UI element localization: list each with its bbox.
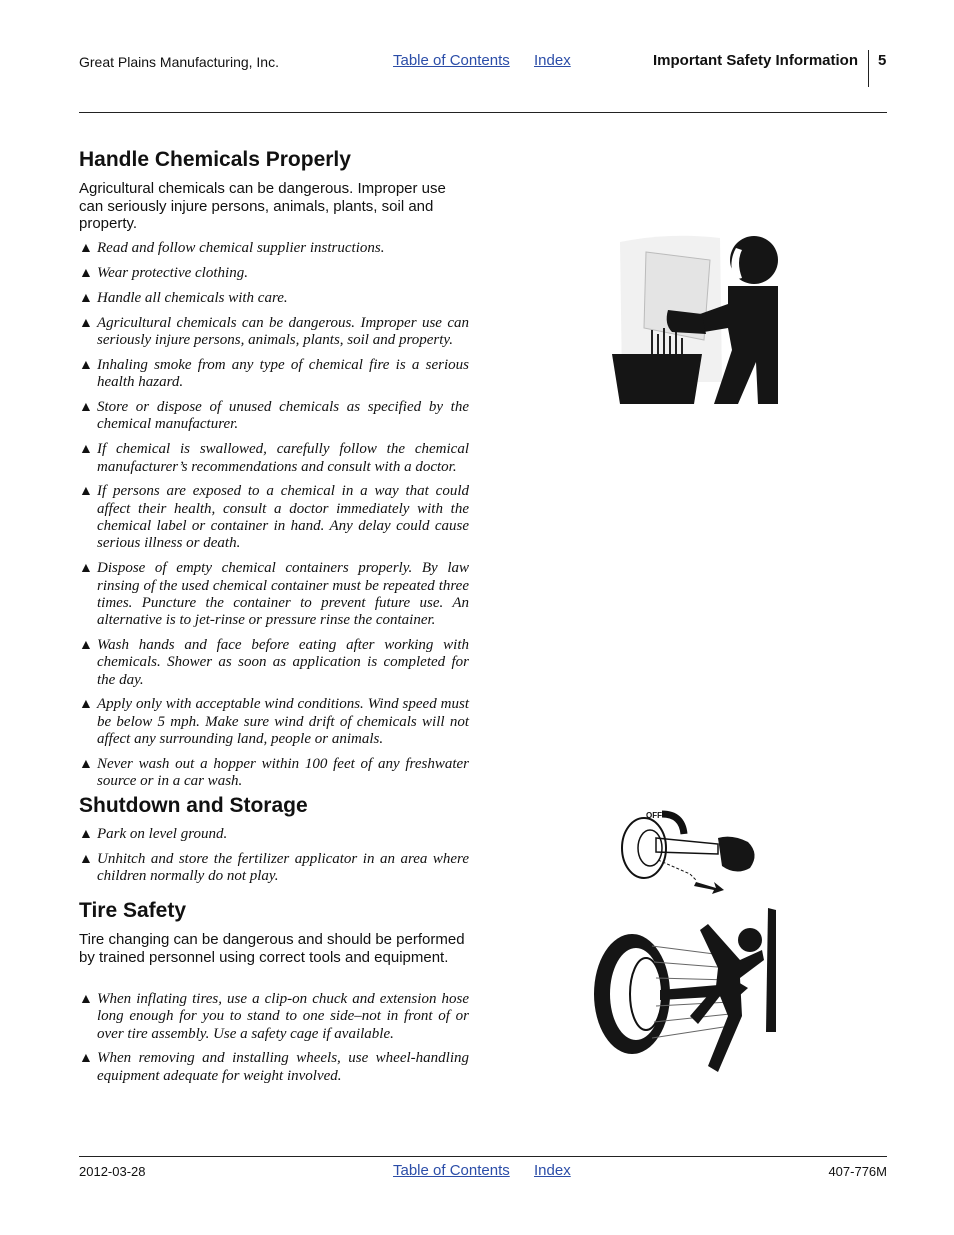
tire-explosion-illustration (590, 906, 782, 1078)
warning-triangle-icon: ▲ (79, 357, 93, 373)
ignition-key-illustration (618, 808, 762, 896)
bullet-text: Wear protective clothing. (97, 264, 248, 281)
bullet-text: Store or dispose of unused chemicals as specified by the chemical manufacturer. (97, 399, 469, 433)
heading-shutdown-storage: Shutdown and Storage (79, 794, 308, 817)
bullet-item (79, 826, 469, 843)
bullet-item (79, 265, 469, 282)
warning-triangle-icon: ▲ (79, 442, 93, 458)
bullet-text: Wash hands and face before eating after working with chemicals. Shower as soon as application is completed for the day. (97, 636, 469, 688)
header-toc-link[interactable]: Table of Contents (393, 52, 510, 69)
victim-head-shape (738, 928, 762, 952)
warning-triangle-icon: ▲ (79, 1051, 93, 1067)
heading-tire-safety: Tire Safety (79, 899, 186, 922)
warning-triangle-icon: ▲ (79, 697, 93, 713)
bullet-item (79, 315, 469, 350)
bullet-item (79, 560, 469, 629)
bullet-text: Unhitch and store the fertilizer applicator in an area where children normally do not play. (97, 850, 469, 885)
bullet-item (79, 483, 469, 552)
warning-triangle-icon: ▲ (79, 756, 93, 772)
warning-triangle-icon: ▲ (79, 637, 93, 653)
bullet-item (79, 696, 469, 748)
bullet-text: Read and follow chemical supplier instructions. (97, 240, 385, 256)
bullet-item (79, 399, 469, 434)
footer-toc-link[interactable]: Table of Contents (393, 1162, 510, 1179)
bullet-text: Park on level ground. (97, 826, 228, 842)
bullet-item (79, 756, 469, 791)
bullet-text: When removing and installing wheels, use wheel-handling equipment adequate for weight involved. (97, 1050, 469, 1084)
bullet-text: Handle all chemicals with care. (97, 289, 288, 306)
bullet-item (79, 290, 469, 307)
warning-triangle-icon: ▲ (79, 851, 93, 867)
bullet-item (79, 357, 469, 392)
warning-triangle-icon: ▲ (79, 241, 93, 256)
footer-rule (79, 1156, 887, 1157)
warning-triangle-icon: ▲ (79, 265, 93, 281)
bullet-text: Dispose of empty chemical containers properly. By law rinsing of the used chemical container must be repeated three times. Puncture the container to prevent future use. An alternative is to jet-rinse or pressure rinse the container. (97, 560, 469, 629)
bullet-text: Agricultural chemicals can be dangerous. Improper use can seriously injure persons, animals, plants, soil and property. (97, 314, 469, 348)
bullet-item (79, 1050, 469, 1085)
footer-doc-number: 407-776M (828, 1164, 887, 1179)
warning-triangle-icon: ▲ (79, 827, 93, 842)
footer-date: 2012-03-28 (79, 1164, 146, 1179)
warning-triangle-icon: ▲ (79, 400, 93, 416)
bullet-text: Apply only with acceptable wind conditions. Wind speed must be below 5 mph. Make sure wind drift of chemicals will not affect any surrounding land, people or animals. (97, 696, 469, 748)
bullet-item (79, 991, 469, 1043)
company-name: Great Plains Manufacturing, Inc. (79, 54, 279, 70)
bullet-item (79, 441, 469, 476)
container-bin-shape (612, 354, 702, 404)
warning-triangle-icon: ▲ (79, 561, 93, 577)
heading-handle-chemicals: Handle Chemicals Properly (79, 148, 351, 171)
bullet-item (79, 637, 469, 689)
rotation-arrow-shape (662, 814, 684, 834)
warning-triangle-icon: ▲ (79, 315, 93, 331)
footer-index-link[interactable]: Index (534, 1162, 571, 1179)
page-number: 5 (878, 52, 887, 69)
pull-out-arrow-shape (694, 882, 724, 894)
key-ghost-outline (658, 860, 696, 880)
warning-triangle-icon: ▲ (79, 290, 93, 306)
ignition-switch-shape (622, 818, 666, 878)
shutdown-bullet-list (79, 826, 469, 893)
header-divider (868, 50, 869, 87)
bullet-text: Inhaling smoke from any type of chemical fire is a serious health hazard. (97, 356, 469, 391)
warning-triangle-icon: ▲ (79, 484, 93, 500)
header-rule (79, 112, 887, 113)
bullet-text: If chemical is swallowed, carefully follow the chemical manufacturer’s recommendations and consult with a doctor. (97, 441, 469, 475)
chemicals-bullet-list (79, 240, 469, 798)
warning-triangle-icon: ▲ (79, 992, 93, 1007)
bullet-item (79, 851, 469, 886)
key-head-shape (718, 837, 755, 872)
chemicals-intro: Agricultural chemicals can be dangerous. Improper use can seriously injure persons, animals, plants, soil and property. (79, 180, 446, 232)
bullet-text: When inflating tires, use a clip-on chuck and extension hose long enough for you to stand to one side–not in front of or over tire assembly. Use a safety cage if available. (97, 991, 469, 1042)
chemical-handling-illustration (610, 232, 782, 408)
bullet-text: Never wash out a hopper within 100 feet of any freshwater source or in a car wash. (97, 755, 469, 790)
tire-bullet-list (79, 991, 469, 1093)
section-title: Important Safety Information (652, 52, 858, 69)
wall-shape (766, 908, 776, 1032)
bullet-item (79, 240, 469, 257)
header-index-link[interactable]: Index (534, 52, 571, 69)
off-label: OFF (646, 811, 662, 820)
tire-intro: Tire changing can be dangerous and should be performed by trained personnel using correct tools and equipment. (79, 931, 465, 966)
bullet-text: If persons are exposed to a chemical in a way that could affect their health, consult a doctor immediately with the chemical label or container in hand. Any delay could cause serious illness or death. (97, 483, 469, 552)
